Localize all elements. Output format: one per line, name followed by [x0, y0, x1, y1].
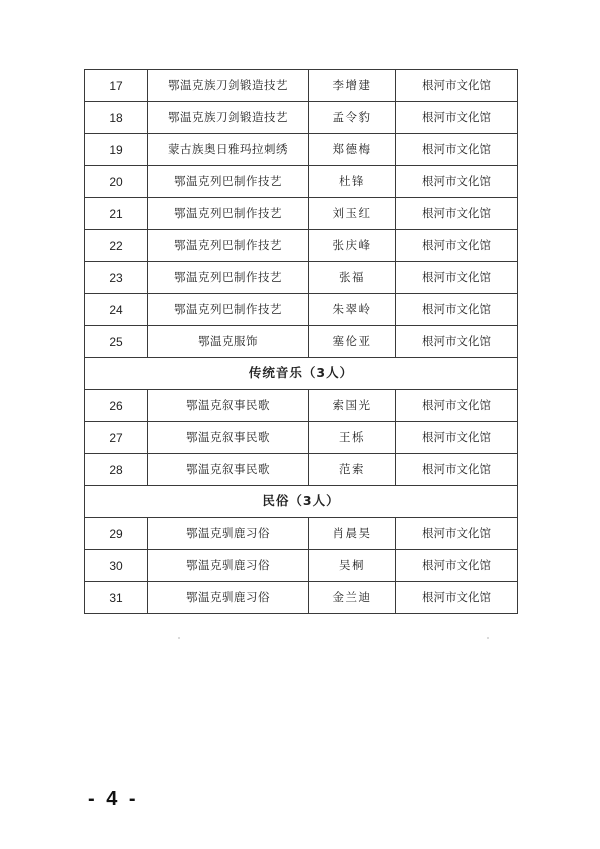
project-name: 鄂温克列巴制作技艺	[148, 166, 309, 198]
inheritor-name: 张福	[309, 262, 396, 294]
protection-unit: 根河市文化馆	[396, 454, 518, 486]
section-title-music: 传统音乐（3人）	[85, 358, 518, 390]
inheritor-name: 塞伦亚	[309, 326, 396, 358]
section-header-row	[85, 486, 518, 518]
inheritor-name: 吴桐	[309, 550, 396, 582]
project-name: 鄂温克列巴制作技艺	[148, 198, 309, 230]
project-name: 鄂温克驯鹿习俗	[148, 550, 309, 582]
project-name: 鄂温克族刀剑锻造技艺	[148, 70, 309, 102]
table-row	[85, 198, 518, 230]
row-number: 29	[85, 518, 148, 550]
table-row	[85, 262, 518, 294]
row-number: 30	[85, 550, 148, 582]
protection-unit: 根河市文化馆	[396, 518, 518, 550]
table-row	[85, 582, 518, 614]
scan-speck	[178, 637, 180, 639]
table-row	[85, 326, 518, 358]
row-number: 24	[85, 294, 148, 326]
protection-unit: 根河市文化馆	[396, 294, 518, 326]
table-row	[85, 230, 518, 262]
inheritor-name: 张庆峰	[309, 230, 396, 262]
table-row	[85, 166, 518, 198]
protection-unit: 根河市文化馆	[396, 262, 518, 294]
inheritor-name: 王栎	[309, 422, 396, 454]
row-number: 22	[85, 230, 148, 262]
scan-speck	[487, 637, 489, 639]
protection-unit: 根河市文化馆	[396, 198, 518, 230]
inheritor-name: 朱翠岭	[309, 294, 396, 326]
project-name: 鄂温克族刀剑锻造技艺	[148, 102, 309, 134]
table-row	[85, 390, 518, 422]
section-header-row	[85, 358, 518, 390]
table-row	[85, 294, 518, 326]
row-number: 21	[85, 198, 148, 230]
protection-unit: 根河市文化馆	[396, 390, 518, 422]
table-row	[85, 454, 518, 486]
project-name: 鄂温克驯鹿习俗	[148, 518, 309, 550]
table-row	[85, 518, 518, 550]
inheritor-name: 肖晨昊	[309, 518, 396, 550]
inheritor-name: 索国光	[309, 390, 396, 422]
project-name: 鄂温克叙事民歌	[148, 454, 309, 486]
protection-unit: 根河市文化馆	[396, 70, 518, 102]
table-row	[85, 102, 518, 134]
row-number: 28	[85, 454, 148, 486]
project-name: 鄂温克驯鹿习俗	[148, 582, 309, 614]
table-row	[85, 70, 518, 102]
row-number: 19	[85, 134, 148, 166]
row-number: 25	[85, 326, 148, 358]
table-row	[85, 134, 518, 166]
project-name: 蒙古族奥日雅玛拉刺绣	[148, 134, 309, 166]
protection-unit: 根河市文化馆	[396, 102, 518, 134]
row-number: 26	[85, 390, 148, 422]
protection-unit: 根河市文化馆	[396, 326, 518, 358]
table-row	[85, 550, 518, 582]
protection-unit: 根河市文化馆	[396, 134, 518, 166]
table-row	[85, 422, 518, 454]
protection-unit: 根河市文化馆	[396, 550, 518, 582]
protection-unit: 根河市文化馆	[396, 166, 518, 198]
project-name: 鄂温克列巴制作技艺	[148, 230, 309, 262]
inheritor-name: 金兰迪	[309, 582, 396, 614]
inheritor-name: 李增建	[309, 70, 396, 102]
inheritor-table	[84, 69, 518, 614]
protection-unit: 根河市文化馆	[396, 422, 518, 454]
inheritor-name: 郑德梅	[309, 134, 396, 166]
project-name: 鄂温克叙事民歌	[148, 390, 309, 422]
inheritor-name: 刘玉红	[309, 198, 396, 230]
row-number: 17	[85, 70, 148, 102]
protection-unit: 根河市文化馆	[396, 230, 518, 262]
row-number: 20	[85, 166, 148, 198]
row-number: 27	[85, 422, 148, 454]
section-title-folk: 民俗（3人）	[85, 486, 518, 518]
row-number: 23	[85, 262, 148, 294]
project-name: 鄂温克服饰	[148, 326, 309, 358]
row-number: 18	[85, 102, 148, 134]
protection-unit: 根河市文化馆	[396, 582, 518, 614]
project-name: 鄂温克列巴制作技艺	[148, 262, 309, 294]
row-number: 31	[85, 582, 148, 614]
project-name: 鄂温克叙事民歌	[148, 422, 309, 454]
inheritor-name: 杜锋	[309, 166, 396, 198]
page-number: - 4 -	[88, 788, 139, 810]
project-name: 鄂温克列巴制作技艺	[148, 294, 309, 326]
inheritor-name: 孟令豹	[309, 102, 396, 134]
inheritor-name: 范索	[309, 454, 396, 486]
